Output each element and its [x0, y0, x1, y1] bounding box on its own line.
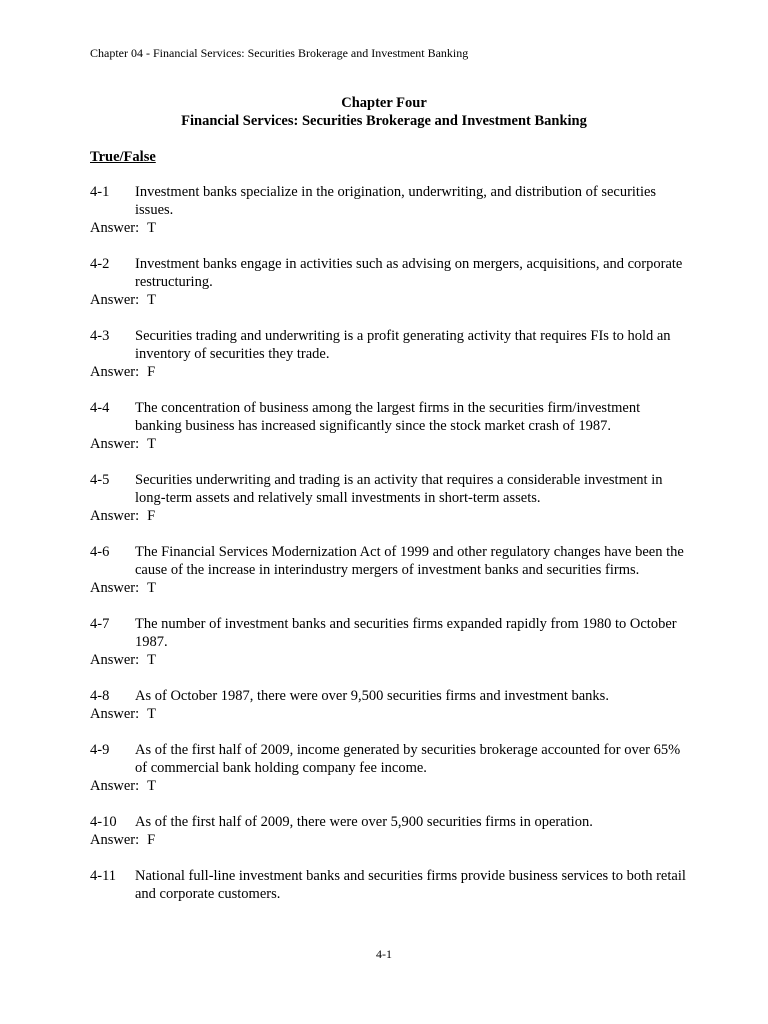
- question-text: As of the first half of 2009, income generated by securities brokerage accounted for over 65% of commercial bank holding company fee income.: [135, 742, 681, 776]
- question-text: Investment banks engage in activities such as advising on mergers, acquisitions, and corporate restructuring.: [135, 256, 683, 290]
- question-text: National full-line investment banks and securities firms provide business services to both retail and corporate customers.: [135, 868, 686, 902]
- answer-value: F: [147, 832, 156, 848]
- question-item: [90, 471, 690, 525]
- question-item: [90, 543, 690, 597]
- question-item: [90, 687, 690, 723]
- question-text: The number of investment banks and securities firms expanded rapidly from 1980 to October 1987.: [135, 616, 677, 650]
- question-text: As of October 1987, there were over 9,500 securities firms and investment banks.: [135, 688, 609, 704]
- running-header: Chapter 04 - Financial Services: Securities Brokerage and Investment Banking: [90, 46, 469, 60]
- answer-line: [90, 777, 690, 795]
- question-number: 4-7: [90, 616, 110, 632]
- question-item: [90, 399, 690, 453]
- answer-value: T: [147, 580, 156, 596]
- question-text: Investment banks specialize in the origination, underwriting, and distribution of securities issues.: [135, 184, 657, 218]
- question-list: [90, 183, 690, 921]
- question-number: 4-5: [90, 472, 110, 488]
- question-item: [90, 867, 690, 903]
- question-text: The concentration of business among the largest firms in the securities firm/investment banking business has increased significantly since the stock market crash of 1987.: [135, 400, 641, 434]
- question-text: The Financial Services Modernization Act of 1999 and other regulatory changes have been the cause of the increase in interindustry mergers of investment banks and securities firms.: [135, 544, 684, 578]
- page-number: 4-1: [376, 947, 392, 961]
- question-text: As of the first half of 2009, there were over 5,900 securities firms in operation.: [135, 814, 593, 830]
- answer-value: T: [147, 220, 156, 236]
- section-heading: True/False: [90, 149, 156, 165]
- question-number: 4-3: [90, 328, 110, 344]
- answer-value: T: [147, 292, 156, 308]
- answer-line: [90, 291, 690, 309]
- question-item: [90, 255, 690, 309]
- question-number: 4-10: [90, 814, 117, 830]
- question-item: [90, 183, 690, 237]
- answer-label: Answer:: [90, 580, 140, 596]
- question-number: 4-11: [90, 868, 117, 884]
- question-text: Securities trading and underwriting is a profit generating activity that requires FIs to hold an inventory of securities they trade.: [135, 328, 671, 362]
- answer-label: Answer:: [90, 436, 140, 452]
- question-item: [90, 327, 690, 381]
- chapter-title: Chapter Four: [341, 95, 427, 111]
- answer-label: Answer:: [90, 220, 140, 236]
- question-text: Securities underwriting and trading is an activity that requires a considerable investment in long-term assets and relatively small investments in short-term assets.: [135, 472, 663, 506]
- question-item: [90, 741, 690, 795]
- answer-value: F: [147, 364, 156, 380]
- answer-line: [90, 363, 690, 381]
- question-number: 4-9: [90, 742, 110, 758]
- answer-line: [90, 705, 690, 723]
- answer-value: F: [147, 508, 156, 524]
- answer-value: T: [147, 706, 156, 722]
- answer-line: [90, 507, 690, 525]
- question-number: 4-8: [90, 688, 110, 704]
- answer-label: Answer:: [90, 292, 140, 308]
- question-number: 4-6: [90, 544, 110, 560]
- answer-line: [90, 435, 690, 453]
- answer-label: Answer:: [90, 364, 140, 380]
- answer-line: [90, 579, 690, 597]
- answer-label: Answer:: [90, 508, 140, 524]
- chapter-subtitle: Financial Services: Securities Brokerage and Investment Banking: [181, 113, 587, 129]
- answer-value: T: [147, 778, 156, 794]
- answer-line: [90, 831, 690, 849]
- question-item: [90, 615, 690, 669]
- title-block: [0, 94, 768, 130]
- answer-value: T: [147, 436, 156, 452]
- answer-line: [90, 651, 690, 669]
- answer-label: Answer:: [90, 652, 140, 668]
- question-number: 4-4: [90, 400, 110, 416]
- answer-label: Answer:: [90, 778, 140, 794]
- question-item: [90, 813, 690, 849]
- answer-label: Answer:: [90, 832, 140, 848]
- question-number: 4-2: [90, 256, 110, 272]
- answer-label: Answer:: [90, 706, 140, 722]
- question-number: 4-1: [90, 184, 110, 200]
- answer-line: [90, 219, 690, 237]
- answer-value: T: [147, 652, 156, 668]
